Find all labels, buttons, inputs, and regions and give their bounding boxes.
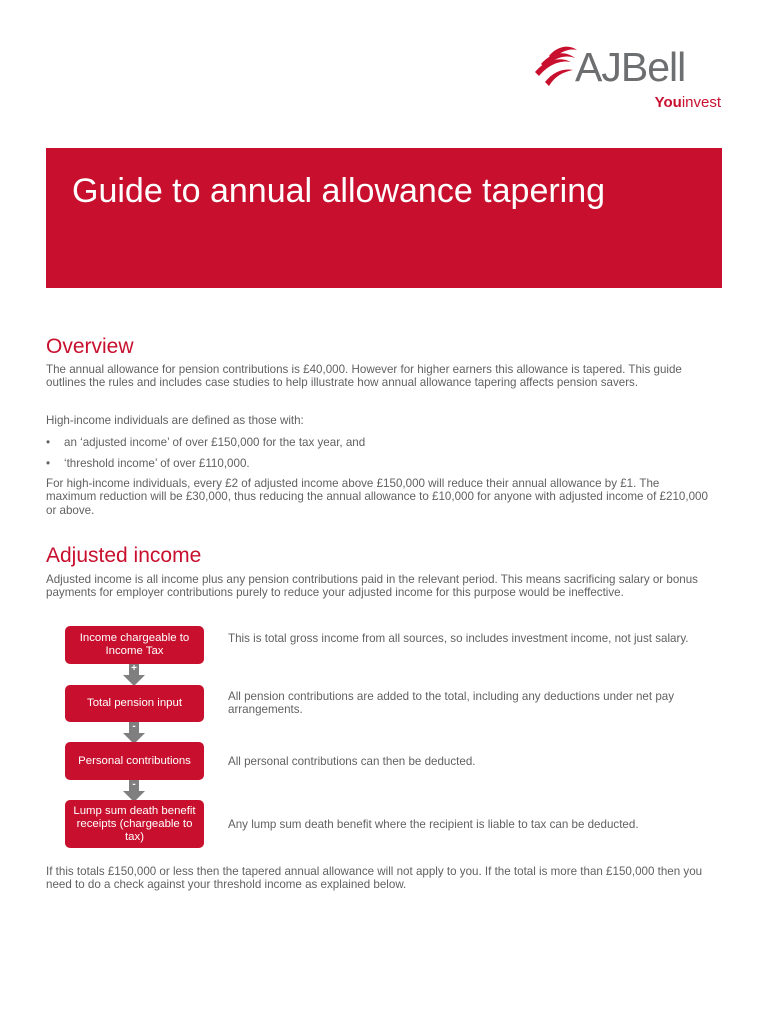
flow-step-income: Income chargeable to Income Tax [65,626,204,664]
ribbon-icon [531,42,577,90]
adjusted-income-intro: Adjusted income is all income plus any pension contributions paid in the relevant period. This means sacrificing salary or bonus payments for employer contributions purely to reduce your adjusted income for this purpose would be ineffective. [46,573,698,600]
flow-step-income-desc: This is total gross income from all sources, so includes investment income, not just salary. [228,632,689,645]
minus-connector-icon: - [123,780,145,802]
flow-step-pension-input: Total pension input [65,685,204,722]
page-title: Guide to annual allowance tapering [72,172,606,210]
overview-paragraph-1: The annual allowance for pension contributions is £40,000. However for higher earners this allowance is tapered. This guide outlines the rules and includes case studies to help illustrate how annual allowance tapering affects pension savers. [46,363,682,390]
flow-step-personal-contributions-desc: All personal contributions can then be deducted. [228,755,476,768]
title-banner [46,148,722,288]
flow-step-personal-contributions: Personal contributions [65,742,204,780]
minus-connector-icon: - [123,722,145,744]
plus-connector-icon: + [123,664,145,686]
overview-heading: Overview [46,335,134,358]
adjusted-income-outro: If this totals £150,000 or less then the tapered annual allowance will not apply to you. If the total is more than £150,000 then you need to do a check against your threshold income as explained below. [46,865,703,892]
flow-step-lump-sum: Lump sum death benefit receipts (chargeable to tax) [65,800,204,848]
adjusted-income-heading: Adjusted income [46,544,202,567]
flow-step-lump-sum-desc: Any lump sum death benefit where the recipient is liable to tax can be deducted. [228,818,639,831]
brand-subtitle: Youinvest [654,94,721,111]
flow-step-pension-input-desc: All pension contributions are added to the total, including any deductions under net pay arrangements. [228,690,675,717]
overview-paragraph-3: For high-income individuals, every £2 of adjusted income above £150,000 will reduce their annual allowance by £1. The maximum reduction will be £30,000, thus reducing the annual allowance to £10,000 for anyone with adjusted income of £210,000 or above. [46,477,708,517]
overview-paragraph-2: High-income individuals are defined as those with: [46,414,304,427]
brand-name: AJBell [575,44,686,90]
aj-bell-logo [531,42,721,114]
